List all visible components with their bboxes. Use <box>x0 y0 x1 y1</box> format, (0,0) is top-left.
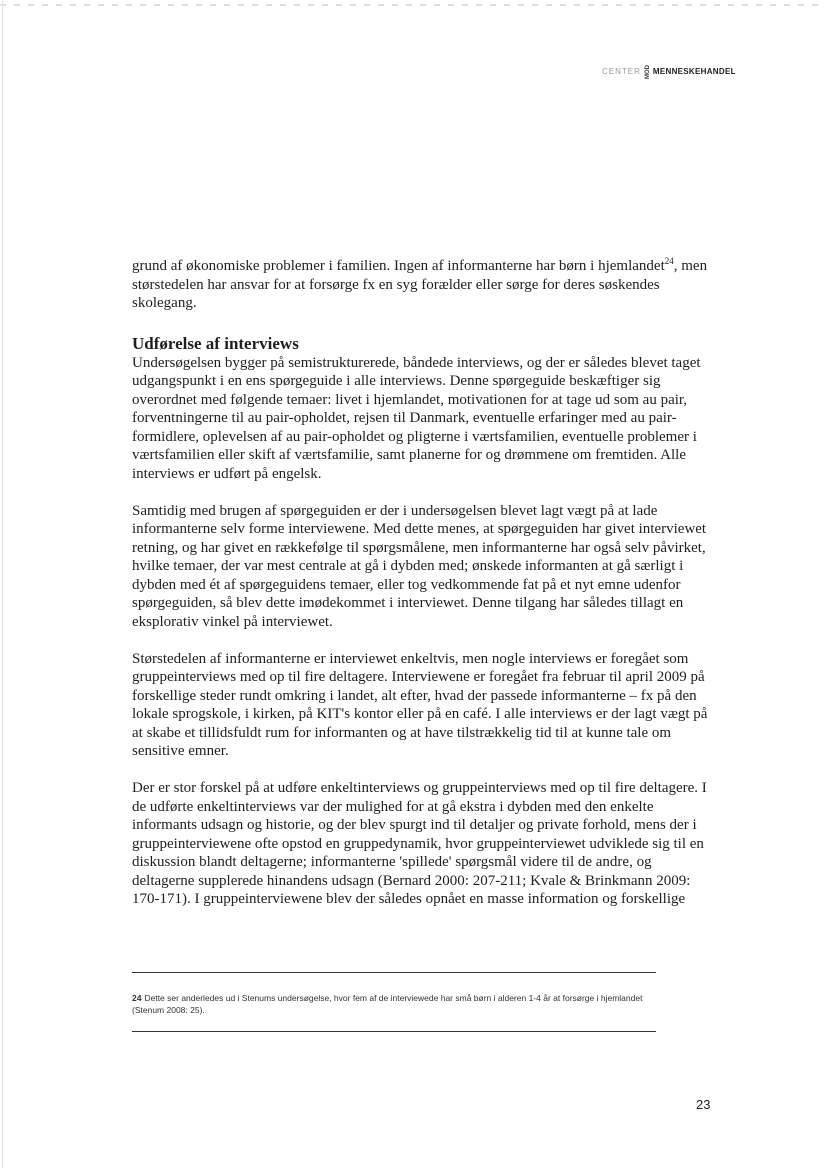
section-paragraph-1: Undersøgelsen bygger på semistrukturerede, båndede interviews, og der er således blevet taget udgangspunkt i en ens spørgeguide i alle interviews. Denne spørgeguide beskæftiger sig overordnet med følgende temaer: livet i hjemlandet, motivationen for at tage ud som au pair, forventningerne til au pair-opholdet, rejsen til Danmark, eventuelle erfaringer med au pair-formidlere, oplevelsen af au pair-opholdet og pligterne i værtsfamilien, eventuelle problemer i værtsfamilien eller skift af værtsfamilie, samt planerne for og drømmene om fremtiden. Alle interviews er udført på engelsk. <box>132 354 701 482</box>
footnote-number: 24 <box>132 993 142 1003</box>
header-mod-label: MOD <box>644 64 651 79</box>
section-paragraph-3: Størstedelen af informanterne er interviewet enkeltvis, men nogle interviews er foregået som gruppeinterviews med op til fire deltagere. Interviewene er foregået fra februar til april 2009 på forskellige steder rundt omkring i landet, alt efter, hvad der passede informanterne – fx på den lokale sprogskole, i kirken, på KIT's kontor eller på en café. I alle interviews er der lagt vægt på at skabe et tillidsfuldt rum for informanten og at have tilstrækkelig tid til at kunne tale om sensitive emner. <box>132 650 708 759</box>
page-header <box>602 64 736 79</box>
body-text <box>132 257 717 927</box>
page-number: 23 <box>696 1097 711 1112</box>
section-heading: Udførelse af interviews <box>132 333 299 353</box>
footnote-rule-top <box>132 972 656 973</box>
intro-text-after-ref: , men størstedelen har ansvar for at forsørge fx en syg forælder eller sørge for deres søskendes skolegang. <box>132 258 708 311</box>
footnote-rule-bottom <box>132 1031 656 1032</box>
intro-text-before-ref: grund af økonomiske problemer i familien. Ingen af informanterne har børn i hjemlandet <box>132 258 665 274</box>
section-paragraph-4: Der er stor forskel på at udføre enkeltinterviews og gruppeinterviews med op til fire deltagere. I de udførte enkeltinterviews var der mulighed for at gå ekstra i dybden med den enkelte informants udsagn og historie, og der blev spurgt ind til detaljer og private forhold, mens der i gruppeinterviewene ofte opstod en gruppedynamik, hvor gruppeinterviewet udviklede sig til en diskussion blandt deltagerne; informanterne 'spillede' spørgsmål videre til de andre, og deltagerne supplerede hinandens udsagn (Bernard 2000: 207-211; Kvale & Brinkmann 2009: 170-171). I gruppeinterviewene blev der således opnået en masse information og forskellige <box>132 780 707 907</box>
scan-edge-line <box>2 0 3 1168</box>
header-center-label: CENTER <box>602 67 641 76</box>
footnote-reference: 24 <box>664 256 674 266</box>
header-organization-name: MENNESKEHANDEL <box>652 67 736 76</box>
footnote-text: Dette ser anderledes ud i Stenums undersøgelse, hvor fem af de interviewede har små børn i alderen 1-4 år at forsørge i hjemlandet (Stenum 2008: 25). <box>132 993 643 1015</box>
scan-edge-marks <box>0 4 825 6</box>
footnote <box>132 993 652 1016</box>
intro-paragraph <box>132 257 717 313</box>
section-paragraph-2: Samtidig med brugen af spørgeguiden er der i undersøgelsen blevet lagt vægt på at lade informanterne selv forme interviewene. Med dette menes, at spørgeguiden har givet interviewet retning, og har givet en rækkefølge til spørgsmålene, men informanterne har også selv påvirket, hvilke temaer, der var mest centrale at gå i dybden med; ønskede informanten at gå særligt i dybden med ét af spørgeguidens temaer, eller tog vedkommende fat på et nyt emne udenfor spørgeguiden, så blev dette imødekommet i interviewet. Denne tilgang har således tillagt en eksplorativ vinkel på interviewet. <box>132 502 707 630</box>
